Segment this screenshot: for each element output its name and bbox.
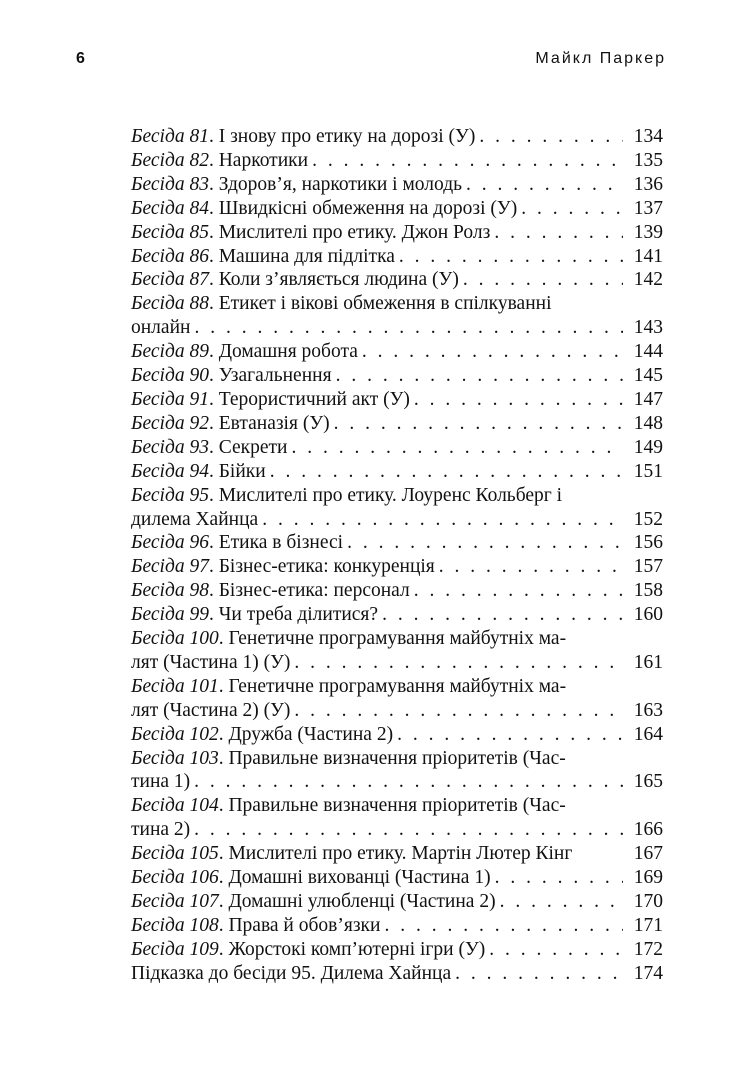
toc-entry-title: . Генетичне програмування майбутніх ма- xyxy=(218,628,567,650)
toc-line xyxy=(131,149,663,173)
toc-leader-dots xyxy=(336,364,623,388)
toc-line xyxy=(131,962,663,986)
toc-entry xyxy=(131,460,663,484)
toc-leader-dots xyxy=(270,460,623,484)
toc-line xyxy=(131,268,663,292)
toc-leader-dots xyxy=(494,221,623,245)
toc-entry-page: 157 xyxy=(633,556,663,578)
toc-entry-title: . Бізнес-етика: конкуренція xyxy=(208,556,435,578)
toc-line xyxy=(131,818,663,842)
toc-line xyxy=(131,747,663,771)
toc-leader-dots xyxy=(466,173,623,197)
toc-line xyxy=(131,890,663,914)
toc-leader-dots xyxy=(463,268,623,292)
toc-line xyxy=(131,603,663,627)
toc-line xyxy=(131,460,663,484)
toc-entry-title: . Домашні улюбленці (Частина 2) xyxy=(218,891,496,912)
toc-entry-title: . Чи треба ділитися? xyxy=(208,604,379,626)
toc-entry xyxy=(131,723,663,747)
toc-entry xyxy=(131,794,663,842)
toc-entry-page: 172 xyxy=(633,938,663,960)
toc-line xyxy=(131,675,663,699)
toc-entry-page: 139 xyxy=(633,221,663,243)
toc-entry-title: . Етика в бізнесі xyxy=(208,532,344,554)
toc-entry xyxy=(131,125,663,149)
toc-entry xyxy=(131,603,663,627)
page-number: 6 xyxy=(76,50,85,67)
toc-entry-label: Бесіда 83 xyxy=(131,173,209,195)
toc-entry-title: . Здоров’я, наркотики і молодь xyxy=(208,173,463,195)
running-head: Майкл Паркер xyxy=(535,50,666,67)
toc-entry-label: Бесіда 97 xyxy=(131,556,209,578)
toc-entry xyxy=(131,531,663,555)
toc-entry-title: . Швидкісні обмеження на дорозі (У) xyxy=(208,197,518,219)
toc-line xyxy=(131,579,663,603)
toc-entry-page: 170 xyxy=(633,891,663,912)
toc-line xyxy=(131,340,663,364)
toc-leader-dots xyxy=(382,603,623,627)
toc-line xyxy=(131,292,663,316)
toc-entry-label: Бесіда 93 xyxy=(131,436,209,458)
toc-entry-page: 137 xyxy=(633,197,663,219)
toc-entry-title: . Узагальнення xyxy=(208,365,332,387)
toc-entry-title: . Мислителі про етику. Мартін Лютер Кінг xyxy=(218,843,573,865)
toc-entry xyxy=(131,388,663,412)
toc-line xyxy=(131,651,663,675)
toc-leader-dots xyxy=(291,436,623,460)
toc-leader-dots xyxy=(521,197,623,221)
toc-entry-title: . Права й обов’язки xyxy=(218,914,381,936)
toc-entry xyxy=(131,268,663,292)
toc-leader-dots xyxy=(479,125,623,149)
toc-leader-dots xyxy=(414,579,623,603)
toc-line xyxy=(131,245,663,269)
toc-line xyxy=(131,770,663,794)
toc-entry-title: . Правильне визначення пріоритетів (Час- xyxy=(218,795,566,817)
toc-leader-dots xyxy=(362,340,623,364)
toc-line xyxy=(131,388,663,412)
toc-entry-label: Бесіда 102 xyxy=(131,723,219,745)
toc-leader-dots xyxy=(262,508,623,532)
toc-entry-label: Бесіда 94 xyxy=(131,460,209,482)
toc-entry xyxy=(131,149,663,173)
toc-entry xyxy=(131,938,663,962)
toc-entry-page: 135 xyxy=(633,149,663,171)
toc-entry xyxy=(131,340,663,364)
toc-entry-page: 151 xyxy=(633,460,663,482)
toc-entry-title: . Евтаназія (У) xyxy=(208,412,330,434)
toc-entry xyxy=(131,364,663,388)
toc-entry-page: 148 xyxy=(633,412,663,434)
toc-leader-dots xyxy=(194,818,623,842)
toc-entry xyxy=(131,890,663,914)
toc-entry-label: Бесіда 96 xyxy=(131,532,209,554)
toc-leader-dots xyxy=(489,938,623,962)
toc-leader-dots xyxy=(439,555,623,579)
toc-entry-title: . Секрети xyxy=(208,436,288,458)
toc-entry-label: Бесіда 99 xyxy=(131,604,209,626)
toc-entry xyxy=(131,436,663,460)
toc-entry-title-continued: лят (Частина 2) (У) xyxy=(131,699,291,721)
toc-line xyxy=(131,197,663,221)
toc-entry-label: Бесіда 98 xyxy=(131,580,209,602)
toc-entry-page: 142 xyxy=(633,269,663,291)
toc-entry-label: Бесіда 104 xyxy=(131,795,219,817)
toc-leader-dots xyxy=(347,531,623,555)
toc-entry xyxy=(131,245,663,269)
toc-entry-page: 152 xyxy=(633,508,663,530)
toc-entry-title: . Жорстокі комп’ютерні ігри (У) xyxy=(218,938,486,960)
toc-entry-page: 174 xyxy=(633,962,663,984)
toc-entry-page: 163 xyxy=(633,699,663,721)
toc-entry-title-continued: лят (Частина 1) (У) xyxy=(131,651,291,673)
toc-entry-page: 171 xyxy=(633,914,663,936)
toc-entry-label: Бесіда 100 xyxy=(131,628,219,650)
toc-entry-label: Бесіда 106 xyxy=(131,867,219,889)
toc-entry xyxy=(131,292,663,340)
toc-entry xyxy=(131,173,663,197)
toc-entry-label: Бесіда 87 xyxy=(131,269,209,291)
toc-entry-page: 161 xyxy=(633,651,663,673)
toc-entry-label: Бесіда 85 xyxy=(131,221,209,243)
toc-entry xyxy=(131,914,663,938)
toc-entry xyxy=(131,221,663,245)
toc-line xyxy=(131,866,663,890)
toc-entry-title: . Наркотики xyxy=(208,149,309,171)
toc-leader-dots xyxy=(294,651,623,675)
toc-entry-page: 165 xyxy=(633,771,663,793)
toc-entry-label: Бесіда 108 xyxy=(131,914,219,936)
toc-entry-page: 156 xyxy=(633,532,663,554)
toc-entry-title: . Етикет і вікові обмеження в спілкуванні xyxy=(208,293,552,315)
toc-entry-label: Бесіда 109 xyxy=(131,938,219,960)
toc-entry xyxy=(131,484,663,532)
toc-entry-title: . Терористичний акт (У) xyxy=(208,388,410,410)
toc-entry-label: Бесіда 86 xyxy=(131,245,209,267)
toc-leader-dots xyxy=(194,770,623,794)
toc-leader-dots xyxy=(334,412,623,436)
toc-entry xyxy=(131,579,663,603)
toc-entry-title-continued: тина 2) xyxy=(131,819,191,841)
toc-entry-title: . Машина для підлітка xyxy=(208,245,395,267)
toc-leader-dots xyxy=(455,962,623,986)
toc-entry-page: 144 xyxy=(633,341,663,363)
toc-entry-label: Бесіда 95 xyxy=(131,484,209,506)
toc-entry-page: 169 xyxy=(633,867,663,889)
toc-entry-title: Підказка до бесіди 95. Дилема Хайнца xyxy=(131,962,452,984)
toc-leader-dots xyxy=(294,699,623,723)
toc-line xyxy=(131,531,663,555)
toc-entry-page: 149 xyxy=(633,436,663,458)
toc-entry-page: 158 xyxy=(633,580,663,602)
toc-entry xyxy=(131,197,663,221)
toc-entry-page: 167 xyxy=(633,843,663,865)
toc-entry-title: . Домашня робота xyxy=(208,341,358,363)
toc-leader-dots xyxy=(399,245,623,269)
toc-entry-label: Бесіда 84 xyxy=(131,197,209,219)
toc-entry-label: Бесіда 107 xyxy=(131,891,219,912)
toc-entry-label: Бесіда 101 xyxy=(131,675,219,697)
toc-entry xyxy=(131,866,663,890)
toc-leader-dots xyxy=(500,890,623,914)
toc-entry-page: 164 xyxy=(633,723,663,745)
toc-entry-title: . Генетичне програмування майбутніх ма- xyxy=(218,675,567,697)
toc-entry xyxy=(131,842,663,866)
toc-line xyxy=(131,484,663,508)
toc-entry xyxy=(131,675,663,723)
toc-entry-title: . Мислителі про етику. Джон Ролз xyxy=(208,221,491,243)
toc-entry-label: Бесіда 89 xyxy=(131,341,209,363)
toc-entry-page: 136 xyxy=(633,173,663,195)
toc-line xyxy=(131,508,663,532)
toc-line xyxy=(131,938,663,962)
toc-entry-label: Бесіда 91 xyxy=(131,388,209,410)
toc-leader-dots xyxy=(312,149,623,173)
toc-leader-dots xyxy=(495,866,623,890)
toc-leader-dots xyxy=(414,388,623,412)
toc-entry-label: Бесіда 103 xyxy=(131,747,219,769)
toc-entry-title: . Коли з’являється людина (У) xyxy=(208,269,459,291)
toc-line xyxy=(131,794,663,818)
toc-entry-page: 145 xyxy=(633,365,663,387)
toc-line xyxy=(131,842,663,866)
toc-entry-title-continued: онлайн xyxy=(131,317,191,339)
toc-entry-page: 160 xyxy=(633,604,663,626)
toc-entry-page: 143 xyxy=(633,317,663,339)
table-of-contents xyxy=(131,125,663,986)
toc-line xyxy=(131,173,663,197)
toc-leader-dots xyxy=(384,914,623,938)
toc-entry-title: . Бійки xyxy=(208,460,266,482)
toc-entry-label: Бесіда 90 xyxy=(131,365,209,387)
toc-line xyxy=(131,221,663,245)
toc-entry-label: Бесіда 105 xyxy=(131,843,219,865)
toc-entry-page: 141 xyxy=(633,245,663,267)
toc-entry-label: Бесіда 92 xyxy=(131,412,209,434)
toc-entry-title: . І знову про етику на дорозі (У) xyxy=(208,126,476,147)
toc-line xyxy=(131,412,663,436)
toc-entry-title: . Правильне визначення пріоритетів (Час- xyxy=(218,747,566,769)
toc-entry-title: . Бізнес-етика: персонал xyxy=(208,580,410,602)
toc-line xyxy=(131,723,663,747)
toc-entry xyxy=(131,555,663,579)
toc-entry-label: Бесіда 82 xyxy=(131,149,209,171)
toc-line xyxy=(131,364,663,388)
toc-entry-page: 134 xyxy=(633,126,663,147)
toc-entry xyxy=(131,412,663,436)
toc-entry-title-continued: тина 1) xyxy=(131,771,191,793)
toc-entry-label: Бесіда 88 xyxy=(131,293,209,315)
toc-leader-dots xyxy=(397,723,623,747)
toc-entry-page: 166 xyxy=(633,819,663,841)
toc-line xyxy=(131,125,663,149)
toc-entry xyxy=(131,747,663,795)
toc-line xyxy=(131,436,663,460)
toc-line xyxy=(131,699,663,723)
toc-entry xyxy=(131,627,663,675)
toc-line xyxy=(131,627,663,651)
toc-line xyxy=(131,914,663,938)
toc-entry-label: Бесіда 81 xyxy=(131,126,209,147)
toc-line xyxy=(131,316,663,340)
toc-entry-page: 147 xyxy=(633,388,663,410)
toc-entry-title: . Мислителі про етику. Лоуренс Кольберг і xyxy=(208,484,563,506)
toc-entry-title-continued: дилема Хайнца xyxy=(131,508,259,530)
toc-line xyxy=(131,555,663,579)
toc-leader-dots xyxy=(194,316,623,340)
toc-entry-title: . Домашні вихованці (Частина 1) xyxy=(218,867,491,889)
toc-entry xyxy=(131,962,663,986)
toc-entry-title: . Дружба (Частина 2) xyxy=(218,723,394,745)
